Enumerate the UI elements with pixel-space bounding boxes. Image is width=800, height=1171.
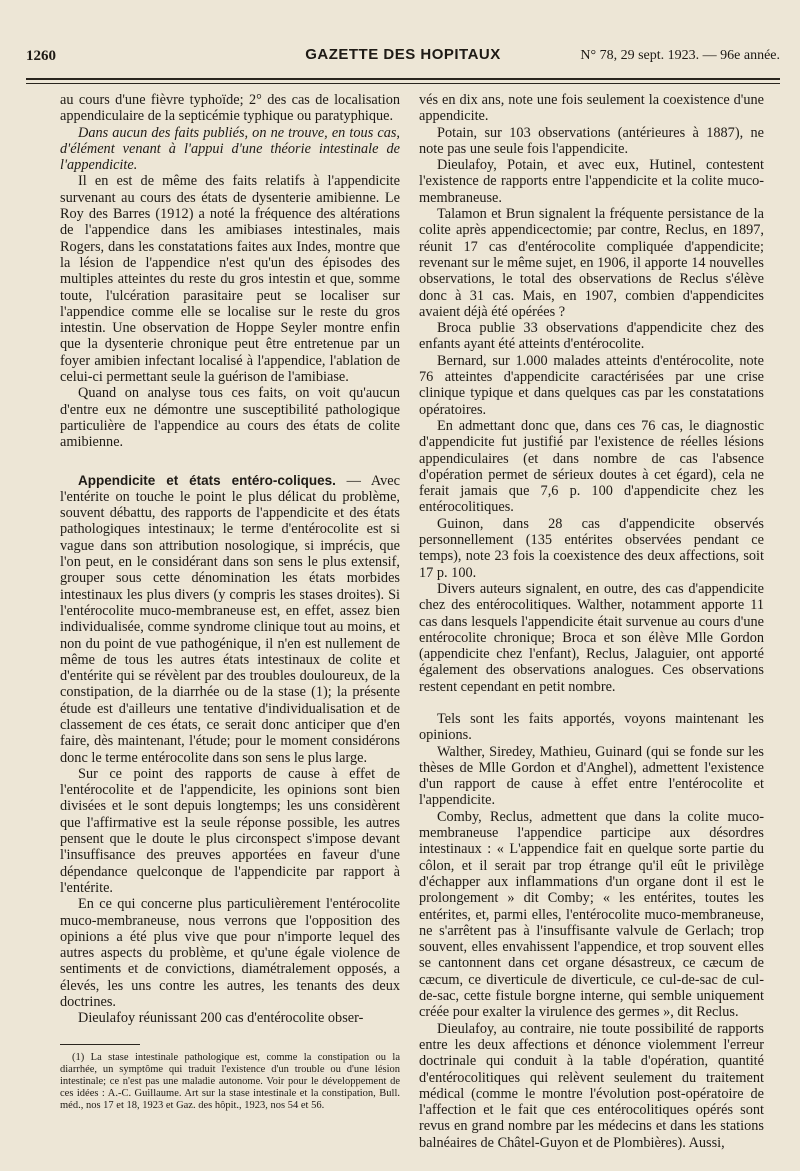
footnote-text: (1) La stase intestinale pathologique est, comme la constipation ou la diarrhée, un symptôme qui traduit l'existence d'un trouble ou d'une lésion intestinale; ce n'est pas une maladie autonome. Voir pour le développement de ces idées : A.-C. Guillaume. Art sur la stase intestinale et la constipation, Bull. méd., nos 17 et 18, 1923 et Gaz. des hôpit., 1923, nos 54 et 56.: [60, 1052, 400, 1111]
paragraph: Walther, Siredey, Mathieu, Guinard (qui se fonde sur les thèses de Mlle Gordon et d'Anghel), admettent l'existence d'un rapport de cause à effet entre l'entérocolite et l'appendicite.: [419, 743, 764, 809]
page-header: [26, 44, 780, 70]
paragraph: Divers auteurs signalent, en outre, des cas d'appendicite chez des entérocolitiques. Walther, notamment apporte 11 cas dans lesquels l'appendicite était survenue au cours d'une entérocolite chronique; Broca et son élève Mlle Gordon (appendicite chez l'enfant), Reclus, Jalaguier, ont apporté également des observations analogues. Ces observations restent cependant en petit nombre.: [419, 580, 764, 695]
paragraph: au cours d'une fièvre typhoïde; 2° des cas de localisation appendiculaire de la septicémie typhique ou paratyphique.: [60, 92, 400, 125]
section-text: — Avec l'entérite on touche le point le plus délicat du problème, souvent débattu, des rapports de l'appendicite et des états pathologiques intestinaux; le terme d'entérocolite est si vague dans son attribution nosologique, si imprécis, que l'on peut, en le considérant dans son sens le plus extensif, grouper sous cette dénomination les états morbides intestinaux les plus divers (y compris les stases droites). Si l'entérocolite muco-membraneuse est, en effet, assez bien individualisée, comme syndrome clinique tout au moins, et non du point de vue pathogénique, il n'en est nullement de même de tous les autres états intestinaux de colite et d'entérite qui se révèlent par des troubles douloureux, de la constipation, de la diarrhée ou de la stase (1); la présente étude est d'ailleurs une tentative d'individualisation et de classement de ces états, ce serait donc anticiper que d'en faire, dès maintenant, l'étude; pour le moment considérons donc le terme entérocolite dans son sens le plus large.: [60, 472, 400, 766]
right-column: [419, 92, 764, 1151]
paragraph: Dieulafoy, Potain, et avec eux, Hutinel, contestent l'existence de rapports entre l'appendicite et la colite muco-membraneuse.: [419, 157, 764, 206]
footnote-rule: [60, 1044, 140, 1045]
paragraph: Guinon, dans 28 cas d'appendicite observés personnellement (135 entérites observées pendant ce temps), note 23 fois la coexistence des deux affections, soit 17 p. 100.: [419, 515, 764, 581]
header-rule-thick: [26, 78, 780, 80]
footnote: [60, 1052, 400, 1112]
issue-info: N° 78, 29 sept. 1923. — 96e année.: [580, 48, 780, 63]
header-rule-thin: [26, 83, 780, 84]
paragraph: En admettant donc que, dans ces 76 cas, le diagnostic d'appendicite fut justifié par l'existence de réelles lésions appendiculaires (et dans nombre de cas l'absence d'opération permet de sérieux doutes à cet égard), cela ne ferait jamais que 7,6 p. 100 d'appendicite chez les entérocolitiques.: [419, 417, 764, 516]
section-first-paragraph: [60, 473, 400, 766]
left-column: [60, 92, 400, 1027]
paragraph: Tels sont les faits apportés, voyons maintenant les opinions.: [419, 710, 764, 744]
paragraph: Broca publie 33 observations d'appendicite chez des enfants ayant été atteints d'entérocolite.: [419, 320, 764, 353]
paragraph: En ce qui concerne plus particulièrement l'entérocolite muco-membraneuse, nous verrons que l'opposition des opinions a été plus vive que pour n'importe lequel des autres aspects du problème, et qu'une égale violence de sentiments et de convictions, diamétralement opposés, a élevés, les uns contre les autres, les tenants des deux doctrines.: [60, 896, 400, 1011]
paragraph: vés en dix ans, note une fois seulement la coexistence d'une appendicite.: [419, 92, 764, 125]
paragraph: Dieulafoy réunissant 200 cas d'entérocolite obser-: [78, 1010, 364, 1027]
paragraph: Comby, Reclus, admettent que dans la colite muco-membraneuse l'appendice participe aux désordres intestinaux : « L'appendice fait en quelque sorte partie du côlon, et il serait par trop étrange qu'il eût le privilège d'échapper aux inflammations d'un organe dont il est le prolongement » dit Comby; « les entérites, toutes les entérites, et, parmi elles, l'entérocolite muco-membraneuse, ne s'arrêtent pas à l'insuffisante valvule de Gerlach; trop souvent, elles envahissent l'appendice, et trop souvent elles se cantonnent dans cet organe désastreux, ce cæcum de cæcum, ce diverticule de diverticule, ce cul-de-sac de cul-de-sac, cette fistule borgne interne, qui semble uniquement créée pour exalter la virulence des germes », dit Reclus.: [419, 808, 764, 1021]
journal-title: GAZETTE DES HOPITAUX: [305, 46, 501, 63]
paragraph: Potain, sur 103 observations (antérieures à 1887), ne note pas une seule fois l'appendicite.: [419, 124, 764, 157]
page-number: 1260: [26, 48, 56, 64]
section-heading: Appendicite et états entéro-coliques.: [78, 472, 336, 488]
paragraph: Talamon et Brun signalent la fréquente persistance de la colite après appendicectomie; par contre, Reclus, en 1897, réunit 17 cas d'entérocolite compliquée d'appendicite; revenant sur le même sujet, en 1906, il apporte 14 nouvelles observations, le total des observations de Reclus s'élève donc à 31 cas. Mais, en 1907, combien d'appendicites avaient déjà été opérées ?: [419, 206, 764, 320]
paragraph: Dieulafoy, au contraire, nie toute possibilité de rapports entre les deux affections et dénonce violemment l'erreur doctrinale qui conduit à la table d'opération, quantité d'entérocolitiques qui relèvent seulement du traitement médical (comme le montre l'évolution post-opératoire de l'affection et le fait que ces entérocolitiques opérés sont revus en grand nombre par les médecins et dans les stations balnéaires de Châtel-Guyon et de Plombières). Aussi,: [419, 1020, 764, 1151]
paragraph: Sur ce point des rapports de cause à effet de l'entérocolite et de l'appendicite, les opinions sont bien divisées et le sont depuis longtemps; les uns considèrent que l'affirmative est la seule réponse possible, les autres pensent que le doute le plus circonspect s'impose devant l'insuffisance des preuves apportées en faveur d'une dépendance quelconque de l'appendicite par rapport à l'entérite.: [60, 765, 400, 896]
paragraph: Quand on analyse tous ces faits, on voit qu'aucun d'entre eux ne démontre une susceptibilité pathologique particulière de l'appendice au cours des états de colite amibienne.: [60, 385, 400, 451]
paragraph: Il en est de même des faits relatifs à l'appendicite survenant au cours des états de dysenterie amibienne. Le Roy des Barres (1912) a noté la fréquence des altérations de l'appendice dans les amibiases intestinales, mais Rogers, dans les constatations faites aux Indes, montre que la lésion de l'appendice n'est qu'un des épisodes des multiples atteintes du reste du gros intestin et que, somme toute, l'ulcération parasitaire peut se localiser sur l'appendice comme elle se localise sur le reste du gros intestin. Une observation de Hoppe Seyler montre enfin que la dysenterie chronique peut être entretenue par un foyer amibien infectant localisé à l'appendice, l'ablation de celui-ci permettant seule la guérison de l'amibiase.: [60, 173, 400, 386]
paragraph: Dans aucun des faits publiés, on ne trouve, en tous cas, d'élément venant à l'appui d'une théorie intestinale de l'appendicite.: [60, 124, 400, 174]
paragraph: Bernard, sur 1.000 malades atteints d'entérocolite, note 76 atteintes d'appendicite caractérisées par une crise clinique typique et dans quelques cas par les constatations opératoires.: [419, 352, 764, 418]
